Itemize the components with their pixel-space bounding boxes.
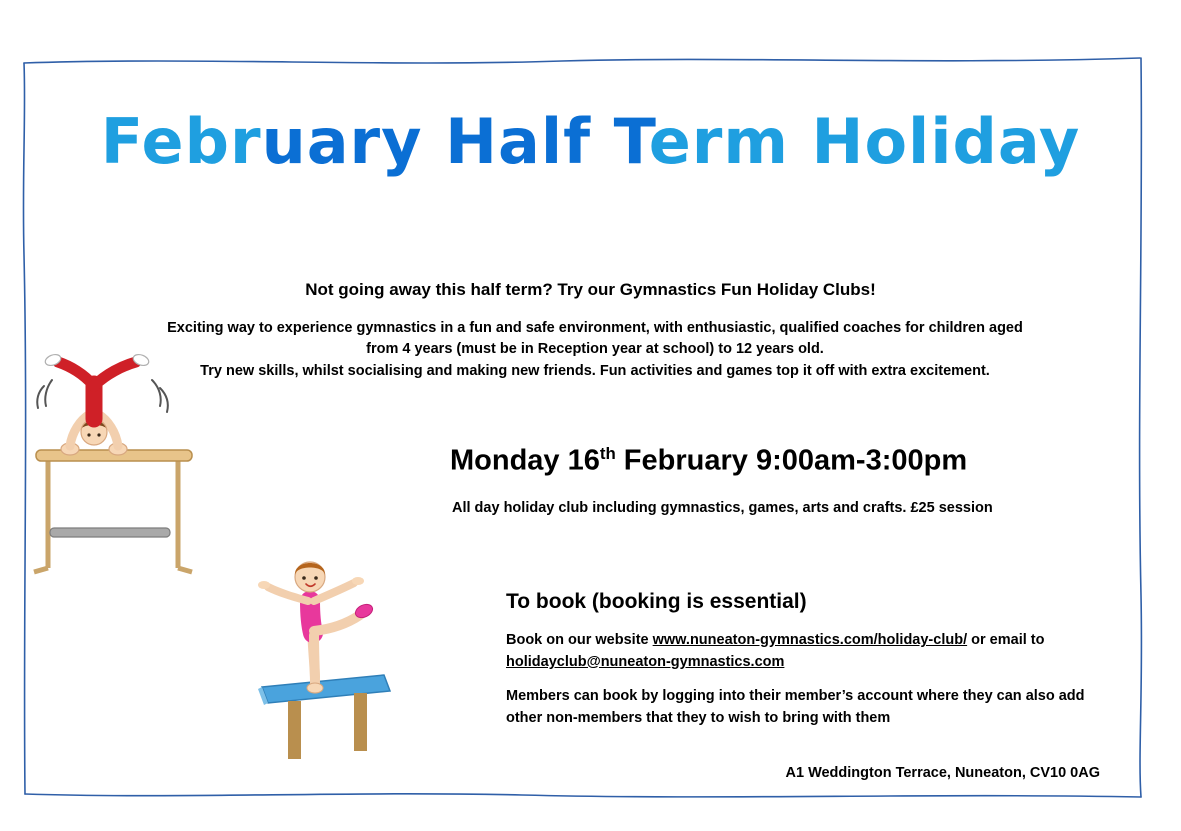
gymnast-on-bars-icon: [28, 340, 208, 580]
page-title-part-3: erm Holiday: [648, 105, 1081, 178]
session-heading-ordinal: th: [599, 444, 616, 463]
intro-paragraph: [150, 318, 1040, 382]
session-heading-time: February 9:00am-3:00pm: [615, 444, 968, 477]
page-title: [0, 105, 1181, 178]
intro-line-2: aged from 4 years (must be in Reception year at school) to 12 years old.: [366, 320, 1023, 357]
booking-instructions: [506, 630, 1086, 674]
booking-email-link[interactable]: holidayclub@nuneaton-gymnastics.com: [506, 653, 785, 670]
session-heading: [450, 444, 967, 478]
booking-text-pre: Book on our website: [506, 632, 653, 648]
members-note: Members can book by logging into their member’s account where they can also add other non-members that they to wish to bring with them: [506, 688, 1085, 726]
session-heading-date: Monday 16: [450, 444, 600, 477]
venue-address: A1 Weddington Terrace, Nuneaton, CV10 0AG: [785, 765, 1100, 781]
booking-heading: To book (booking is essential): [506, 590, 807, 613]
intro-line-1: Exciting way to experience gymnastics in a fun and safe environment, with enthusiastic, qualified coaches for children: [167, 320, 985, 336]
gymnast-on-beam-icon: [214, 505, 414, 770]
subheading: Not going away this half term? Try our Gymnastics Fun Holiday Clubs!: [305, 280, 876, 299]
session-detail: All day holiday club including gymnastics, games, arts and crafts. £25 session: [452, 500, 993, 516]
page-title-part-2: uary Half T: [261, 105, 649, 178]
booking-website-link[interactable]: www.nuneaton-gymnastics.com/holiday-club/: [652, 632, 968, 648]
booking-text-mid: or email to: [967, 632, 1045, 648]
intro-line-3: Try new skills, whilst socialising and making new friends. Fun activities and games top it off with extra excitement.: [200, 363, 990, 380]
page-title-part-1: Febr: [100, 105, 262, 178]
